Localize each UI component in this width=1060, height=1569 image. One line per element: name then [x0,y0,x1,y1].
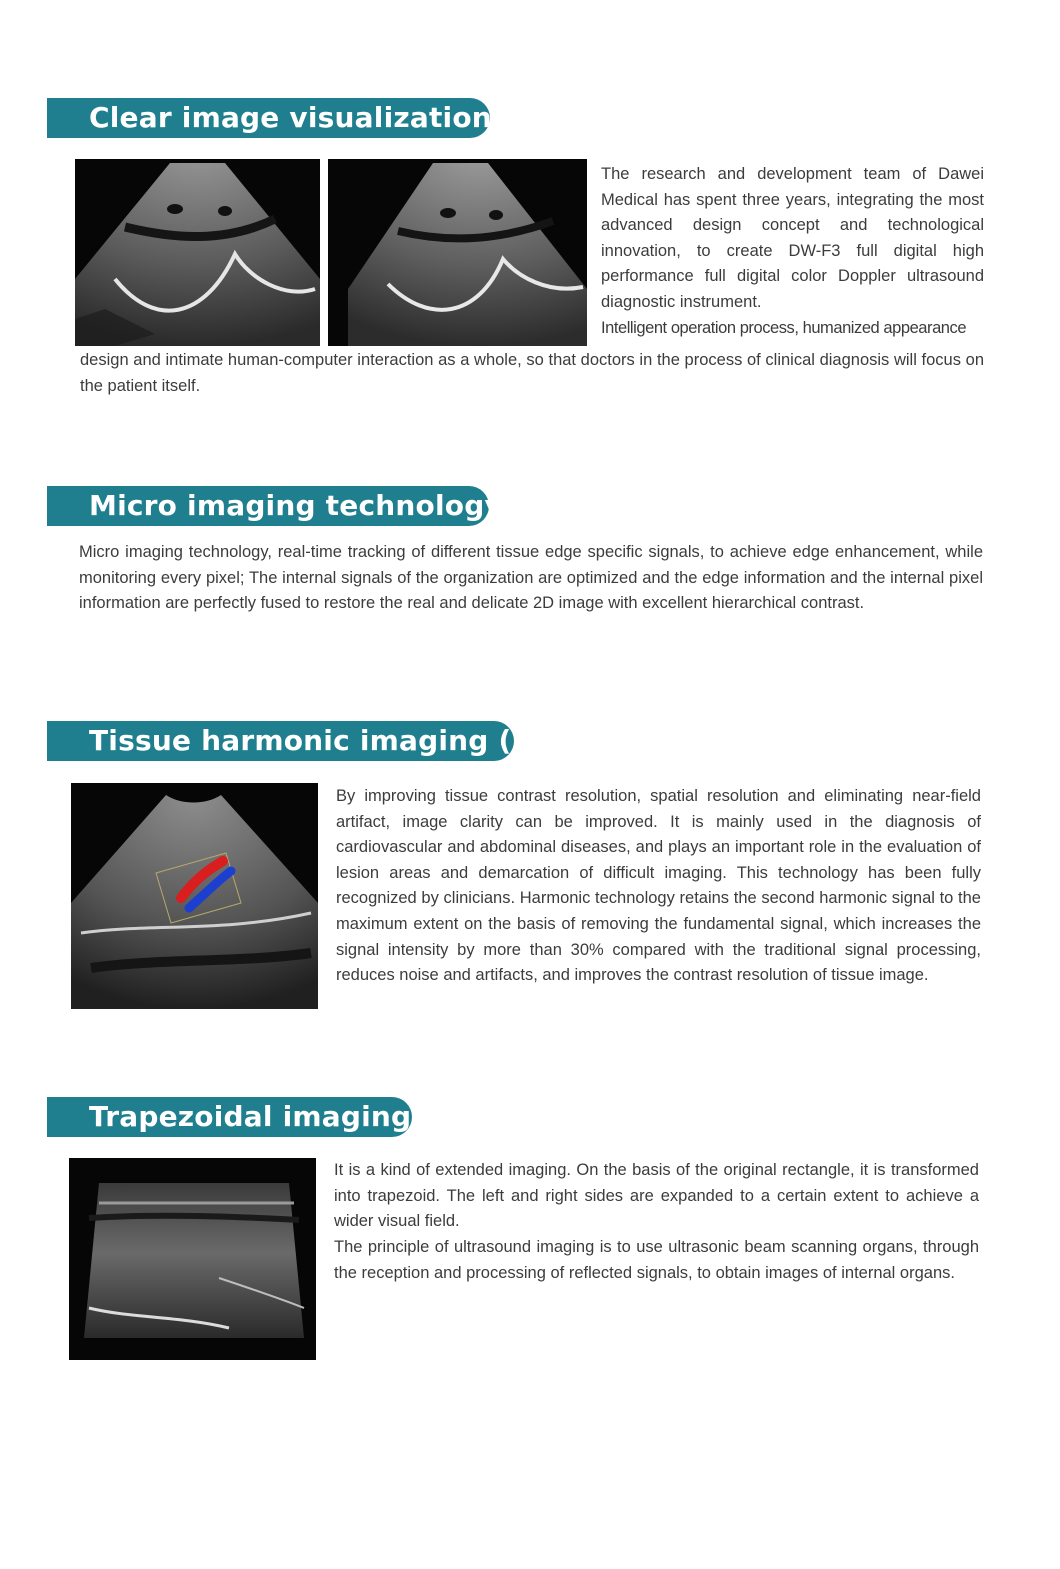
section-title: Clear image visualization [89,101,492,134]
section-banner-tissue-harmonic [47,721,598,761]
section-banner-trapezoidal [47,1097,412,1137]
section-text: By improving tissue contrast resolution, spatial resolution and eliminating near-field artifact, image clarity can be improved. It is mainly used in the diagnosis of cardiovascular and abdominal diseases, and plays an important role in the evaluation of lesion areas and demarcation of difficult imaging. This technology has been fully recognized by clinicians. Harmonic technology retains the second harmonic signal to the maximum extent on the basis of removing the fundamental signal, which increases the signal intensity by more than 30% compared with the traditional signal processing, reduces noise and artifacts, and improves the contrast resolution of tissue image. [336,787,981,985]
section-text-side-2: Intelligent operation process, humanized appearance [601,319,967,337]
section-text-side: The research and development team of Dawei Medical has spent three years, integrating the most advanced design concept and technological innovation, to create DW-F3 full digital high performance full digital color Doppler ultrasound diagnostic instrument. [601,165,984,311]
ultrasound-image-liver-2 [328,159,587,346]
section-title: Micro imaging technology [89,489,503,522]
ultrasound-image-liver-1 [75,159,320,346]
section-text-full: design and intimate human-computer interaction as a whole, so that doctors in the process of clinical diagnosis will focus on the patient itself. [80,351,984,395]
ultrasound-image-trapezoidal [69,1158,316,1360]
section-banner-clear-image [47,98,490,138]
section-text-1: It is a kind of extended imaging. On the basis of the original rectangle, it is transformed into trapezoid. The left and right sides are expanded to a certain extent to achieve a wider visual field. [334,1161,979,1231]
section-banner-micro-imaging [47,486,503,526]
section-title: Tissue harmonic imaging ( THI ) [89,724,598,757]
ultrasound-image-doppler [71,783,318,1009]
section-text: Micro imaging technology, real-time tracking of different tissue edge specific signals, to achieve edge enhancement, while monitoring every pixel; The internal signals of the organization are optimized and the edge information and the internal pixel information are perfectly fused to restore the real and delicate 2D image with excellent hierarchical contrast. [79,543,983,613]
section-text-2: The principle of ultrasound imaging is to use ultrasonic beam scanning organs, through the reception and processing of reflected signals, to obtain images of internal organs. [334,1238,979,1282]
section-title: Trapezoidal imaging [89,1100,412,1133]
